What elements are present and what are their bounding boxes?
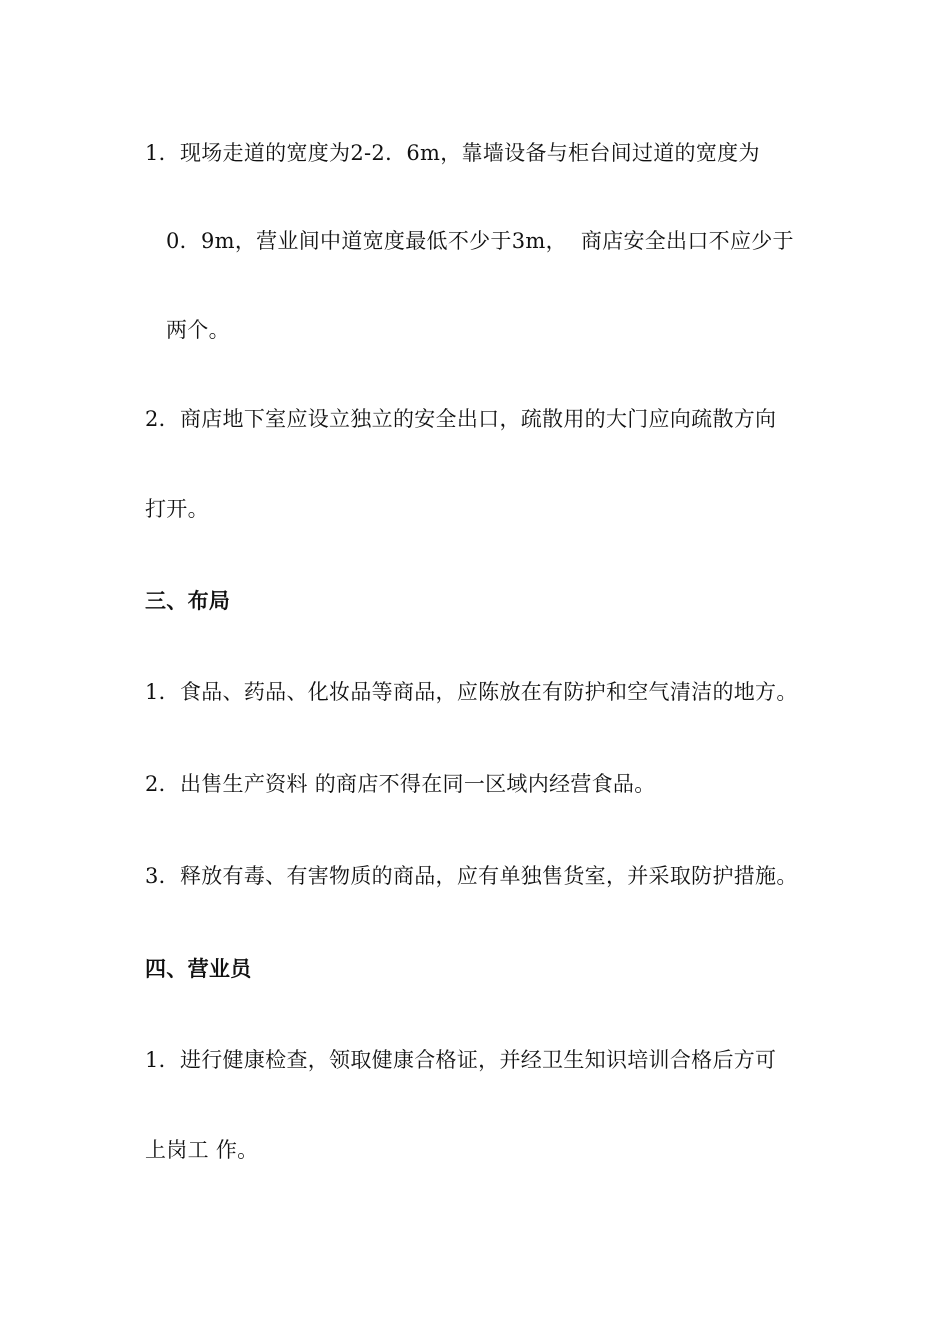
paragraph-line-2-1: 2．商店地下室应设立独立的安全出口，疏散用的大门应向疏散方向 <box>145 407 777 431</box>
staff-item-1-line-1: 1．进行健康检查，领取健康合格证，并经卫生知识培训合格后方可 <box>145 1048 777 1072</box>
layout-item-2: 2．出售生产资料 的商店不得在同一区域内经营食品。 <box>145 772 656 796</box>
layout-item-1: 1．食品、药品、化妆品等商品，应陈放在有防护和空气清洁的地方。 <box>145 680 798 704</box>
paragraph-line-1-3: 两个。 <box>166 318 230 342</box>
paragraph-line-1-2: 0．9m，营业间中道宽度最低不少于3m， 商店安全出口不应少于 <box>166 229 794 253</box>
layout-item-3: 3．释放有毒、有害物质的商品，应有单独售货室，并采取防护措施。 <box>145 864 798 888</box>
section-heading-layout: 三、布局 <box>145 589 231 613</box>
paragraph-line-1-1: 1．现场走道的宽度为2-2．6m，靠墙设备与柜台间过道的宽度为 <box>145 141 760 165</box>
paragraph-line-2-2: 打开。 <box>145 497 209 521</box>
section-heading-staff: 四、营业员 <box>145 957 252 981</box>
staff-item-1-line-2: 上岗工 作。 <box>145 1138 259 1162</box>
